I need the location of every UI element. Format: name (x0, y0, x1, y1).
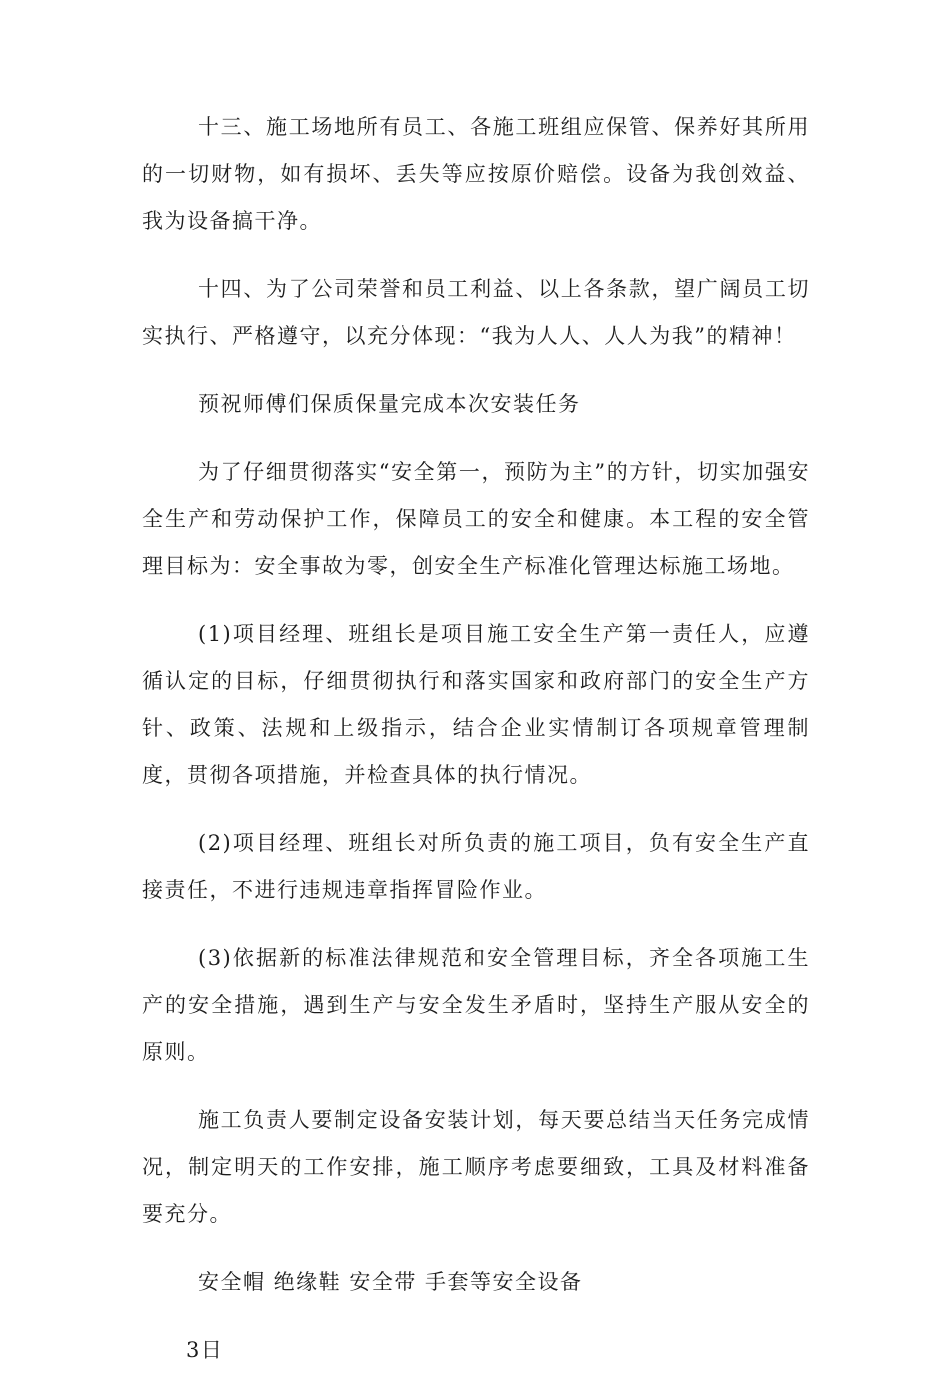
paragraph-safety-goal: 为了仔细贯彻落实“安全第一，预防为主”的方针，切实加强安全生产和劳动保护工作，保障员工的安全和健康。本工程的安全管理目标为：安全事故为零，创安全生产标准化管理达标施工场地。 (142, 460, 810, 578)
paragraph-13-property-care: 十三、施工场地所有员工、各施工班组应保管、保养好其所用的一切财物，如有损坏、丢失等应按原价赔偿。设备为我创效益、我为设备搞干净。 (142, 115, 810, 233)
paragraph-safety-equipment: 安全帽 绝缘鞋 安全带 手套等安全设备 (198, 1270, 583, 1294)
document-body (142, 104, 810, 1395)
paragraph-item-3: (3)依据新的标准法律规范和安全管理目标，齐全各项施工生产的安全措施，遇到生产与安全发生矛盾时，坚持生产服从安全的原则。 (142, 946, 810, 1064)
paragraph-wishes: 预祝师傅们保质保量完成本次安装任务 (198, 392, 581, 416)
paragraph-14-compliance: 十四、为了公司荣誉和员工利益、以上各条款，望广阔员工切实执行、严格遵守，以充分体现：“我为人人、人人为我”的精神！ (142, 277, 810, 348)
paragraph-date: 3日 (186, 1338, 224, 1362)
paragraph-install-plan: 施工负责人要制定设备安装计划，每天要总结当天任务完成情况，制定明天的工作安排，施工顺序考虑要细致，工具及材料准备要充分。 (142, 1108, 810, 1226)
paragraph-item-2: (2)项目经理、班组长对所负责的施工项目，负有安全生产直接责任，不进行违规违章指挥冒险作业。 (142, 831, 810, 902)
paragraph-item-1: (1)项目经理、班组长是项目施工安全生产第一责任人，应遵循认定的目标，仔细贯彻执行和落实国家和政府部门的安全生产方针、政策、法规和上级指示，结合企业实情制订各项规章管理制度，贯彻各项措施，并检查具体的执行情况。 (142, 622, 810, 787)
